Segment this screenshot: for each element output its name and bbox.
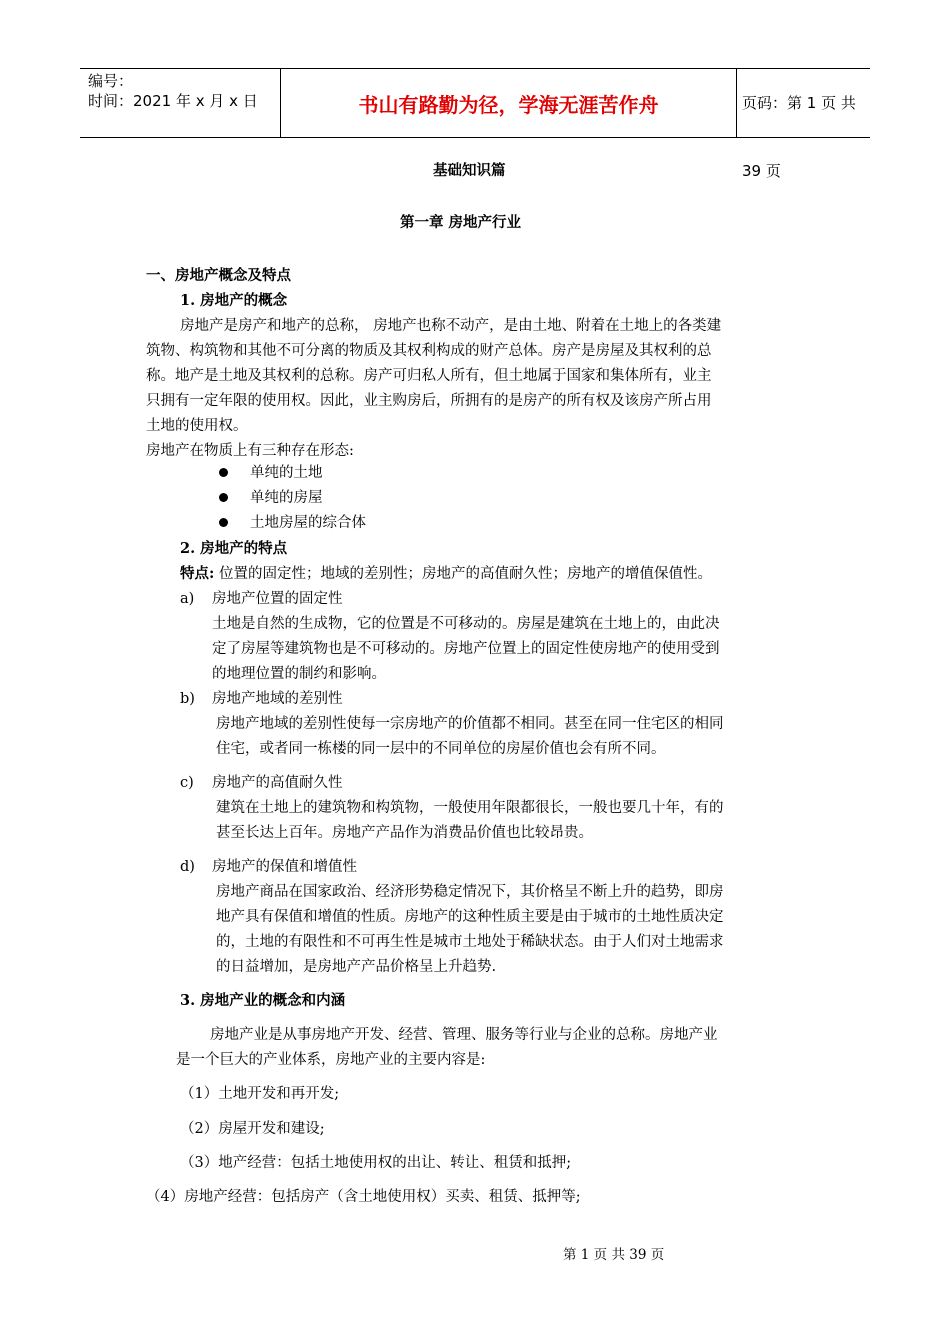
para-line: 土地的使用权。 [146, 418, 248, 434]
item-title: 房地产地域的差别性 [212, 691, 343, 707]
item-line: 房地产商品在国家政治、经济形势稳定情况下，其价格呈不断上升的趋势，即房 [216, 884, 724, 900]
item-line: 房地产地域的差别性使每一宗房地产的价值都不相同。甚至在同一住宅区的相同 [216, 716, 724, 732]
list-item: 土地房屋的综合体 [250, 515, 366, 531]
list-item: 单纯的房屋 [250, 490, 323, 506]
para-line: 是一个巨大的产业体系，房地产业的主要内容是: [176, 1052, 486, 1068]
item-marker: c) [180, 775, 194, 791]
list-item: （4）房地产经营：包括房产（含土地使用权）买卖、租赁、抵押等; [146, 1189, 581, 1205]
serial-label: 编号： [88, 72, 134, 90]
doc-title: 基础知识篇 [433, 162, 506, 179]
item-line: 建筑在土地上的建筑物和构筑物，一般使用年限都很长，一般也要几十年，有的 [216, 800, 724, 816]
date-line: 时间：2021 年 x 月 x 日 [88, 92, 258, 110]
subsection-heading: 3. 房地产业的概念和内涵 [180, 992, 346, 1009]
features-label: 特点: [180, 565, 215, 582]
list-item: （1）土地开发和再开发; [180, 1086, 340, 1102]
list-item: 单纯的土地 [250, 465, 323, 481]
item-marker: b) [180, 691, 195, 707]
item-line: 甚至长达上百年。房地产产品作为消费品价值也比较昂贵。 [216, 825, 593, 841]
subsection-heading: 1. 房地产的概念 [180, 292, 288, 309]
features-line [180, 564, 712, 584]
subsection-heading: 2. 房地产的特点 [180, 540, 288, 557]
para-line: 房地产是房产和地产的总称， 房地产也称不动产，是由土地、附着在土地上的各类建 [180, 318, 722, 334]
item-title: 房地产的保值和增值性 [212, 859, 357, 875]
item-line: 的，土地的有限性和不可再生性是城市土地处于稀缺状态。由于人们对土地需求 [216, 934, 724, 950]
forms-intro: 房地产在物质上有三种存在形态: [146, 443, 354, 459]
item-title: 房地产的高值耐久性 [212, 775, 343, 791]
bullet-icon [219, 518, 228, 527]
item-line: 的地理位置的制约和影响。 [212, 666, 386, 682]
list-item: （3）地产经营：包括土地使用权的出让、转让、租赁和抵押; [180, 1155, 572, 1171]
item-title: 房地产位置的固定性 [212, 591, 343, 607]
item-line: 地产具有保值和增值的性质。房地产的这种性质主要是由于城市的土地性质决定 [216, 909, 724, 925]
para-line: 房地产业是从事房地产开发、经营、管理、服务等行业与企业的总称。房地产业 [210, 1027, 718, 1043]
page-info: 页码：第 1 页 共 39 页 [742, 94, 856, 180]
para-line: 筑物、构筑物和其他不可分离的物质及其权利构成的财产总体。房产是房屋及其权利的总 [146, 343, 712, 359]
chapter-title: 第一章 房地产行业 [400, 214, 522, 231]
page-footer: 第 1 页 共 39 页 [563, 1247, 665, 1263]
list-item: （2）房屋开发和建设; [180, 1121, 325, 1137]
bullet-icon [219, 493, 228, 502]
motto: 书山有路勤为径，学海无涯苦作舟 [280, 69, 737, 137]
item-line: 的日益增加，是房地产产品价格呈上升趋势. [216, 959, 497, 975]
para-line: 称。地产是土地及其权利的总称。房产可归私人所有，但土地属于国家和集体所有，业主 [146, 368, 712, 384]
para-line: 只拥有一定年限的使用权。因此，业主购房后，所拥有的是房产的所有权及该房产所占用 [146, 393, 712, 409]
header-left-cell [80, 69, 280, 137]
item-line: 土地是自然的生成物，它的位置是不可移动的。房屋是建筑在土地上的，由此决 [212, 616, 720, 632]
features-text: 位置的固定性；地域的差别性；房地产的高值耐久性；房地产的增值保值性。 [214, 566, 712, 582]
item-marker: a) [180, 591, 195, 607]
section-heading: 一、房地产概念及特点 [146, 267, 291, 284]
item-line: 住宅，或者同一栋楼的同一层中的不同单位的房屋价值也会有所不同。 [216, 741, 666, 757]
item-marker: d) [180, 859, 195, 875]
bullet-icon [219, 468, 228, 477]
item-line: 定了房屋等建筑物也是不可移动的。房地产位置上的固定性使房地产的使用受到 [212, 641, 720, 657]
